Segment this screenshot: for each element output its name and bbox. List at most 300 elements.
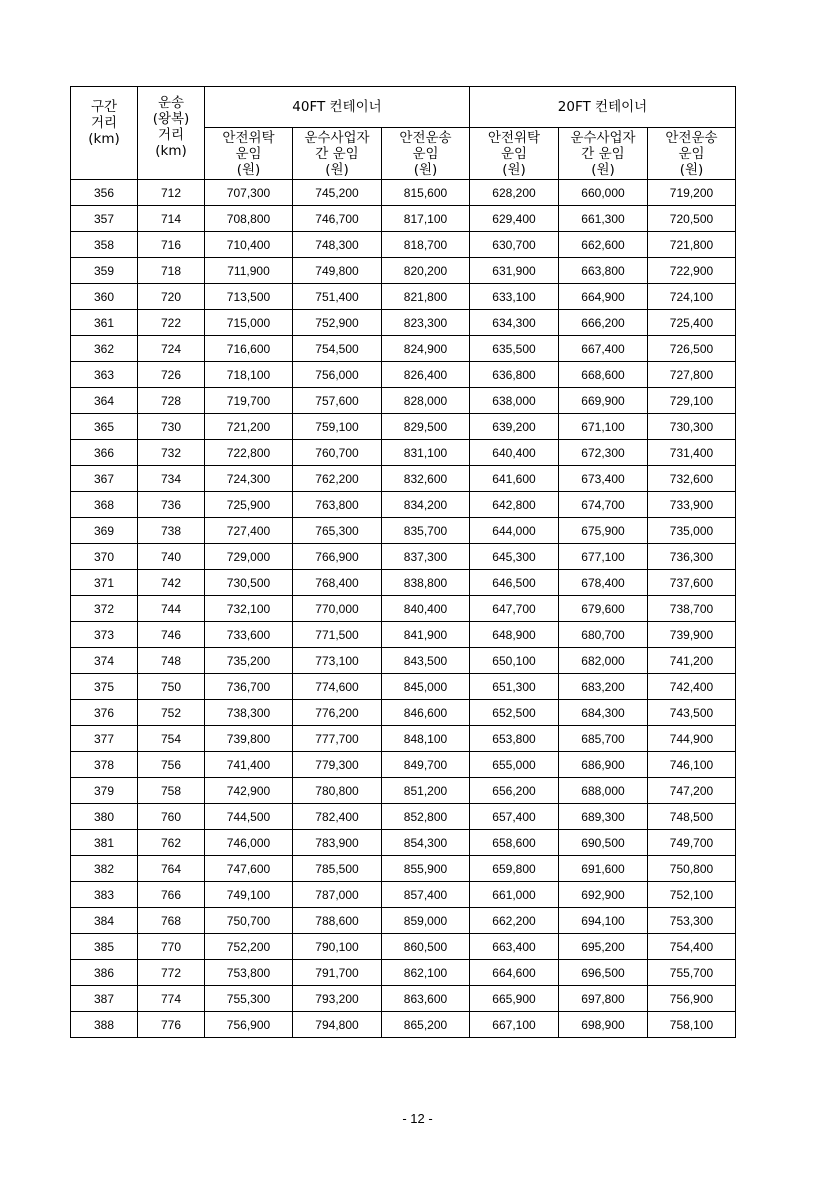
- table-row: [71, 362, 736, 388]
- 20ft-carrier-cell: 692,900: [559, 882, 648, 908]
- 20ft-safe-transport-cell: 741,200: [648, 648, 736, 674]
- table-row: [71, 1012, 736, 1038]
- 40ft-safe-consign-cell: 755,300: [205, 986, 293, 1012]
- 20ft-safe-transport-cell: 735,000: [648, 518, 736, 544]
- round-trip-distance-cell: 722: [138, 310, 205, 336]
- 40ft-safe-transport-cell: 855,900: [382, 856, 470, 882]
- 40ft-safe-consign-cell: 724,300: [205, 466, 293, 492]
- range-distance-cell: 361: [71, 310, 138, 336]
- range-distance-cell: 378: [71, 752, 138, 778]
- 40ft-safe-transport-cell: 828,000: [382, 388, 470, 414]
- 20ft-safe-consign-cell: 634,300: [470, 310, 559, 336]
- 40ft-carrier-cell: 777,700: [293, 726, 382, 752]
- round-trip-distance-cell: 736: [138, 492, 205, 518]
- round-trip-distance-cell: 714: [138, 206, 205, 232]
- table-row: [71, 804, 736, 830]
- 20ft-safe-consign-cell: 638,000: [470, 388, 559, 414]
- 40ft-carrier-cell: 779,300: [293, 752, 382, 778]
- 40ft-safe-transport-cell: 859,000: [382, 908, 470, 934]
- 20ft-carrier-cell: 694,100: [559, 908, 648, 934]
- 40ft-carrier-cell: 787,000: [293, 882, 382, 908]
- range-distance-cell: 369: [71, 518, 138, 544]
- range-distance-cell: 370: [71, 544, 138, 570]
- table-row: [71, 284, 736, 310]
- 20ft-carrier-cell: 672,300: [559, 440, 648, 466]
- range-distance-cell: 383: [71, 882, 138, 908]
- header-label: 운수사업자 간 운임 (원): [304, 129, 370, 178]
- 40ft-safe-consign-cell: 725,900: [205, 492, 293, 518]
- 20ft-safe-consign-cell: 656,200: [470, 778, 559, 804]
- range-distance-cell: 372: [71, 596, 138, 622]
- 20ft-safe-transport-cell: 726,500: [648, 336, 736, 362]
- 40ft-carrier-cell: 765,300: [293, 518, 382, 544]
- 20ft-safe-transport-cell: 758,100: [648, 1012, 736, 1038]
- 20ft-safe-consign-cell: 663,400: [470, 934, 559, 960]
- 20ft-safe-transport-cell: 738,700: [648, 596, 736, 622]
- round-trip-distance-cell: 758: [138, 778, 205, 804]
- 20ft-carrier-cell: 685,700: [559, 726, 648, 752]
- round-trip-distance-cell: 746: [138, 622, 205, 648]
- round-trip-distance-cell: 744: [138, 596, 205, 622]
- 40ft-safe-transport-cell: 818,700: [382, 232, 470, 258]
- 20ft-carrier-cell: 695,200: [559, 934, 648, 960]
- table-row: [71, 596, 736, 622]
- 40ft-safe-transport-cell: 837,300: [382, 544, 470, 570]
- 40ft-carrier-cell: 748,300: [293, 232, 382, 258]
- 20ft-safe-transport-cell: 742,400: [648, 674, 736, 700]
- round-trip-distance-cell: 768: [138, 908, 205, 934]
- 20ft-carrier-cell: 686,900: [559, 752, 648, 778]
- round-trip-distance-cell: 726: [138, 362, 205, 388]
- header-round-trip-distance: [138, 87, 205, 180]
- round-trip-distance-cell: 728: [138, 388, 205, 414]
- 20ft-safe-consign-cell: 629,400: [470, 206, 559, 232]
- 40ft-carrier-cell: 745,200: [293, 180, 382, 206]
- table-row: [71, 648, 736, 674]
- table-row: [71, 180, 736, 206]
- 40ft-safe-transport-cell: 849,700: [382, 752, 470, 778]
- 40ft-safe-transport-cell: 824,900: [382, 336, 470, 362]
- 20ft-safe-consign-cell: 635,500: [470, 336, 559, 362]
- 20ft-carrier-cell: 661,300: [559, 206, 648, 232]
- 20ft-safe-consign-cell: 639,200: [470, 414, 559, 440]
- 20ft-safe-transport-cell: 744,900: [648, 726, 736, 752]
- 20ft-safe-consign-cell: 653,800: [470, 726, 559, 752]
- 40ft-safe-transport-cell: 826,400: [382, 362, 470, 388]
- header-label: 구간 거리 (km): [88, 99, 120, 147]
- range-distance-cell: 384: [71, 908, 138, 934]
- round-trip-distance-cell: 748: [138, 648, 205, 674]
- 20ft-safe-transport-cell: 730,300: [648, 414, 736, 440]
- round-trip-distance-cell: 760: [138, 804, 205, 830]
- range-distance-cell: 386: [71, 960, 138, 986]
- 20ft-safe-transport-cell: 721,800: [648, 232, 736, 258]
- 20ft-carrier-cell: 669,900: [559, 388, 648, 414]
- header-label: 운송 (왕복) 거리 (km): [152, 95, 190, 159]
- 20ft-safe-transport-cell: 737,600: [648, 570, 736, 596]
- 20ft-safe-transport-cell: 729,100: [648, 388, 736, 414]
- 20ft-safe-consign-cell: 667,100: [470, 1012, 559, 1038]
- 40ft-safe-transport-cell: 829,500: [382, 414, 470, 440]
- 40ft-safe-consign-cell: 716,600: [205, 336, 293, 362]
- 40ft-safe-consign-cell: 732,100: [205, 596, 293, 622]
- 40ft-safe-consign-cell: 749,100: [205, 882, 293, 908]
- round-trip-distance-cell: 730: [138, 414, 205, 440]
- 20ft-safe-consign-cell: 636,800: [470, 362, 559, 388]
- 20ft-carrier-cell: 688,000: [559, 778, 648, 804]
- 40ft-carrier-cell: 794,800: [293, 1012, 382, 1038]
- 20ft-safe-transport-cell: 752,100: [648, 882, 736, 908]
- 40ft-safe-transport-cell: 841,900: [382, 622, 470, 648]
- 40ft-carrier-cell: 768,400: [293, 570, 382, 596]
- 20ft-safe-consign-cell: 641,600: [470, 466, 559, 492]
- range-distance-cell: 364: [71, 388, 138, 414]
- header-20ft-carrier: [559, 128, 648, 180]
- 40ft-safe-transport-cell: 848,100: [382, 726, 470, 752]
- 40ft-safe-consign-cell: 746,000: [205, 830, 293, 856]
- 20ft-safe-consign-cell: 650,100: [470, 648, 559, 674]
- 20ft-carrier-cell: 663,800: [559, 258, 648, 284]
- 40ft-carrier-cell: 790,100: [293, 934, 382, 960]
- header-label: 안전운송 운임 (원): [665, 129, 718, 178]
- round-trip-distance-cell: 764: [138, 856, 205, 882]
- 40ft-safe-transport-cell: 857,400: [382, 882, 470, 908]
- 20ft-carrier-cell: 682,000: [559, 648, 648, 674]
- range-distance-cell: 362: [71, 336, 138, 362]
- 40ft-carrier-cell: 754,500: [293, 336, 382, 362]
- 40ft-safe-transport-cell: 851,200: [382, 778, 470, 804]
- table-row: [71, 986, 736, 1012]
- table-row: [71, 726, 736, 752]
- round-trip-distance-cell: 772: [138, 960, 205, 986]
- 20ft-safe-consign-cell: 658,600: [470, 830, 559, 856]
- 20ft-safe-consign-cell: 657,400: [470, 804, 559, 830]
- 20ft-safe-transport-cell: 727,800: [648, 362, 736, 388]
- range-distance-cell: 381: [71, 830, 138, 856]
- 20ft-carrier-cell: 691,600: [559, 856, 648, 882]
- 40ft-safe-transport-cell: 846,600: [382, 700, 470, 726]
- round-trip-distance-cell: 752: [138, 700, 205, 726]
- 40ft-carrier-cell: 771,500: [293, 622, 382, 648]
- 40ft-carrier-cell: 774,600: [293, 674, 382, 700]
- table-row: [71, 908, 736, 934]
- 20ft-safe-transport-cell: 739,900: [648, 622, 736, 648]
- round-trip-distance-cell: 774: [138, 986, 205, 1012]
- range-distance-cell: 373: [71, 622, 138, 648]
- header-40ft-safe-transport: [382, 128, 470, 180]
- range-distance-cell: 359: [71, 258, 138, 284]
- 40ft-carrier-cell: 749,800: [293, 258, 382, 284]
- 40ft-carrier-cell: 757,600: [293, 388, 382, 414]
- 40ft-safe-transport-cell: 862,100: [382, 960, 470, 986]
- table-row: [71, 856, 736, 882]
- 20ft-carrier-cell: 667,400: [559, 336, 648, 362]
- round-trip-distance-cell: 776: [138, 1012, 205, 1038]
- 40ft-carrier-cell: 760,700: [293, 440, 382, 466]
- range-distance-cell: 367: [71, 466, 138, 492]
- table-row: [71, 622, 736, 648]
- 20ft-safe-consign-cell: 659,800: [470, 856, 559, 882]
- range-distance-cell: 387: [71, 986, 138, 1012]
- 40ft-carrier-cell: 751,400: [293, 284, 382, 310]
- 40ft-carrier-cell: 763,800: [293, 492, 382, 518]
- 20ft-carrier-cell: 683,200: [559, 674, 648, 700]
- 40ft-safe-consign-cell: 739,800: [205, 726, 293, 752]
- table-row: [71, 388, 736, 414]
- 20ft-safe-transport-cell: 720,500: [648, 206, 736, 232]
- 40ft-carrier-cell: 746,700: [293, 206, 382, 232]
- 40ft-safe-transport-cell: 843,500: [382, 648, 470, 674]
- header-40ft-carrier: [293, 128, 382, 180]
- 40ft-carrier-cell: 756,000: [293, 362, 382, 388]
- 40ft-safe-consign-cell: 742,900: [205, 778, 293, 804]
- 20ft-carrier-cell: 678,400: [559, 570, 648, 596]
- table-row: [71, 440, 736, 466]
- 40ft-safe-transport-cell: 821,800: [382, 284, 470, 310]
- table-row: [71, 674, 736, 700]
- table-row: [71, 206, 736, 232]
- 20ft-safe-transport-cell: 724,100: [648, 284, 736, 310]
- 40ft-carrier-cell: 780,800: [293, 778, 382, 804]
- 20ft-carrier-cell: 696,500: [559, 960, 648, 986]
- 20ft-safe-consign-cell: 652,500: [470, 700, 559, 726]
- 20ft-safe-transport-cell: 747,200: [648, 778, 736, 804]
- 20ft-safe-consign-cell: 664,600: [470, 960, 559, 986]
- 20ft-safe-transport-cell: 725,400: [648, 310, 736, 336]
- table-body: [71, 180, 736, 1038]
- round-trip-distance-cell: 740: [138, 544, 205, 570]
- range-distance-cell: 357: [71, 206, 138, 232]
- 40ft-safe-transport-cell: 863,600: [382, 986, 470, 1012]
- round-trip-distance-cell: 718: [138, 258, 205, 284]
- 40ft-carrier-cell: 762,200: [293, 466, 382, 492]
- round-trip-distance-cell: 732: [138, 440, 205, 466]
- 20ft-carrier-cell: 671,100: [559, 414, 648, 440]
- 40ft-safe-transport-cell: 840,400: [382, 596, 470, 622]
- table-row: [71, 310, 736, 336]
- range-distance-cell: 379: [71, 778, 138, 804]
- 20ft-safe-transport-cell: 748,500: [648, 804, 736, 830]
- 40ft-safe-consign-cell: 715,000: [205, 310, 293, 336]
- 40ft-safe-transport-cell: 835,700: [382, 518, 470, 544]
- 20ft-safe-transport-cell: 731,400: [648, 440, 736, 466]
- range-distance-cell: 358: [71, 232, 138, 258]
- round-trip-distance-cell: 766: [138, 882, 205, 908]
- 20ft-carrier-cell: 673,400: [559, 466, 648, 492]
- 20ft-carrier-cell: 660,000: [559, 180, 648, 206]
- round-trip-distance-cell: 770: [138, 934, 205, 960]
- 20ft-carrier-cell: 674,700: [559, 492, 648, 518]
- 20ft-carrier-cell: 684,300: [559, 700, 648, 726]
- page-number: - 12 -: [402, 1111, 433, 1126]
- 40ft-safe-transport-cell: 865,200: [382, 1012, 470, 1038]
- 20ft-safe-consign-cell: 628,200: [470, 180, 559, 206]
- 40ft-safe-consign-cell: 741,400: [205, 752, 293, 778]
- header-group-40ft: 40FT 컨테이너: [205, 87, 470, 128]
- 40ft-safe-transport-cell: 831,100: [382, 440, 470, 466]
- 20ft-safe-consign-cell: 631,900: [470, 258, 559, 284]
- 20ft-safe-transport-cell: 754,400: [648, 934, 736, 960]
- 20ft-safe-transport-cell: 719,200: [648, 180, 736, 206]
- 20ft-carrier-cell: 666,200: [559, 310, 648, 336]
- 40ft-safe-consign-cell: 738,300: [205, 700, 293, 726]
- 20ft-safe-transport-cell: 749,700: [648, 830, 736, 856]
- 40ft-safe-consign-cell: 733,600: [205, 622, 293, 648]
- header-20ft-safe-consign: [470, 128, 559, 180]
- 40ft-safe-consign-cell: 707,300: [205, 180, 293, 206]
- 40ft-safe-consign-cell: 736,700: [205, 674, 293, 700]
- range-distance-cell: 371: [71, 570, 138, 596]
- 20ft-carrier-cell: 677,100: [559, 544, 648, 570]
- 20ft-carrier-cell: 675,900: [559, 518, 648, 544]
- table-header: [71, 87, 736, 180]
- 20ft-safe-transport-cell: 733,900: [648, 492, 736, 518]
- 40ft-carrier-cell: 782,400: [293, 804, 382, 830]
- 40ft-safe-consign-cell: 735,200: [205, 648, 293, 674]
- 40ft-safe-consign-cell: 718,100: [205, 362, 293, 388]
- 20ft-safe-consign-cell: 644,000: [470, 518, 559, 544]
- 20ft-safe-transport-cell: 753,300: [648, 908, 736, 934]
- 40ft-carrier-cell: 791,700: [293, 960, 382, 986]
- 40ft-safe-consign-cell: 721,200: [205, 414, 293, 440]
- range-distance-cell: 376: [71, 700, 138, 726]
- 20ft-safe-consign-cell: 630,700: [470, 232, 559, 258]
- 40ft-safe-transport-cell: 823,300: [382, 310, 470, 336]
- 20ft-safe-transport-cell: 755,700: [648, 960, 736, 986]
- table-row: [71, 258, 736, 284]
- 20ft-carrier-cell: 664,900: [559, 284, 648, 310]
- 40ft-carrier-cell: 766,900: [293, 544, 382, 570]
- 40ft-safe-transport-cell: 845,000: [382, 674, 470, 700]
- header-group-20ft: 20FT 컨테이너: [470, 87, 736, 128]
- 20ft-carrier-cell: 698,900: [559, 1012, 648, 1038]
- 20ft-safe-consign-cell: 651,300: [470, 674, 559, 700]
- 20ft-carrier-cell: 680,700: [559, 622, 648, 648]
- range-distance-cell: 356: [71, 180, 138, 206]
- 40ft-safe-consign-cell: 744,500: [205, 804, 293, 830]
- 40ft-safe-consign-cell: 750,700: [205, 908, 293, 934]
- table-row: [71, 778, 736, 804]
- 40ft-safe-transport-cell: 832,600: [382, 466, 470, 492]
- table-row: [71, 960, 736, 986]
- 40ft-carrier-cell: 770,000: [293, 596, 382, 622]
- range-distance-cell: 368: [71, 492, 138, 518]
- range-distance-cell: 375: [71, 674, 138, 700]
- 20ft-safe-consign-cell: 661,000: [470, 882, 559, 908]
- round-trip-distance-cell: 712: [138, 180, 205, 206]
- 40ft-carrier-cell: 752,900: [293, 310, 382, 336]
- 20ft-safe-consign-cell: 642,800: [470, 492, 559, 518]
- table-row: [71, 544, 736, 570]
- 20ft-safe-transport-cell: 722,900: [648, 258, 736, 284]
- table-row: [71, 830, 736, 856]
- round-trip-distance-cell: 754: [138, 726, 205, 752]
- range-distance-cell: 360: [71, 284, 138, 310]
- range-distance-cell: 363: [71, 362, 138, 388]
- 20ft-safe-consign-cell: 645,300: [470, 544, 559, 570]
- header-label: 운수사업자 간 운임 (원): [570, 129, 636, 178]
- 40ft-safe-consign-cell: 747,600: [205, 856, 293, 882]
- round-trip-distance-cell: 750: [138, 674, 205, 700]
- table-row: [71, 700, 736, 726]
- round-trip-distance-cell: 756: [138, 752, 205, 778]
- 40ft-carrier-cell: 783,900: [293, 830, 382, 856]
- table-row: [71, 518, 736, 544]
- round-trip-distance-cell: 716: [138, 232, 205, 258]
- round-trip-distance-cell: 742: [138, 570, 205, 596]
- round-trip-distance-cell: 734: [138, 466, 205, 492]
- range-distance-cell: 374: [71, 648, 138, 674]
- 20ft-safe-consign-cell: 633,100: [470, 284, 559, 310]
- header-20ft-safe-transport: [648, 128, 736, 180]
- 40ft-safe-transport-cell: 838,800: [382, 570, 470, 596]
- 40ft-carrier-cell: 785,500: [293, 856, 382, 882]
- 40ft-safe-transport-cell: 834,200: [382, 492, 470, 518]
- 40ft-carrier-cell: 773,100: [293, 648, 382, 674]
- 20ft-safe-consign-cell: 646,500: [470, 570, 559, 596]
- header-40ft-safe-consign: [205, 128, 293, 180]
- 40ft-safe-transport-cell: 860,500: [382, 934, 470, 960]
- 20ft-safe-transport-cell: 743,500: [648, 700, 736, 726]
- 20ft-safe-consign-cell: 665,900: [470, 986, 559, 1012]
- 40ft-safe-consign-cell: 756,900: [205, 1012, 293, 1038]
- table-row: [71, 492, 736, 518]
- table-row: [71, 336, 736, 362]
- round-trip-distance-cell: 724: [138, 336, 205, 362]
- 20ft-safe-consign-cell: 647,700: [470, 596, 559, 622]
- range-distance-cell: 366: [71, 440, 138, 466]
- 40ft-safe-consign-cell: 730,500: [205, 570, 293, 596]
- 40ft-carrier-cell: 759,100: [293, 414, 382, 440]
- 40ft-safe-transport-cell: 854,300: [382, 830, 470, 856]
- 20ft-carrier-cell: 679,600: [559, 596, 648, 622]
- 40ft-safe-consign-cell: 727,400: [205, 518, 293, 544]
- 20ft-carrier-cell: 689,300: [559, 804, 648, 830]
- 40ft-safe-consign-cell: 752,200: [205, 934, 293, 960]
- 20ft-safe-consign-cell: 640,400: [470, 440, 559, 466]
- 20ft-safe-transport-cell: 736,300: [648, 544, 736, 570]
- 40ft-carrier-cell: 793,200: [293, 986, 382, 1012]
- 20ft-carrier-cell: 690,500: [559, 830, 648, 856]
- 40ft-safe-consign-cell: 719,700: [205, 388, 293, 414]
- 20ft-carrier-cell: 697,800: [559, 986, 648, 1012]
- round-trip-distance-cell: 738: [138, 518, 205, 544]
- table-row: [71, 882, 736, 908]
- 40ft-safe-consign-cell: 708,800: [205, 206, 293, 232]
- table-row: [71, 934, 736, 960]
- 40ft-safe-consign-cell: 722,800: [205, 440, 293, 466]
- 40ft-safe-transport-cell: 852,800: [382, 804, 470, 830]
- 20ft-safe-transport-cell: 732,600: [648, 466, 736, 492]
- 40ft-safe-consign-cell: 713,500: [205, 284, 293, 310]
- round-trip-distance-cell: 762: [138, 830, 205, 856]
- 20ft-safe-transport-cell: 746,100: [648, 752, 736, 778]
- 20ft-carrier-cell: 662,600: [559, 232, 648, 258]
- rate-table: [70, 86, 736, 1038]
- 40ft-safe-consign-cell: 753,800: [205, 960, 293, 986]
- header-label: 안전위탁 운임 (원): [222, 129, 275, 178]
- 20ft-safe-transport-cell: 750,800: [648, 856, 736, 882]
- 40ft-carrier-cell: 776,200: [293, 700, 382, 726]
- range-distance-cell: 388: [71, 1012, 138, 1038]
- range-distance-cell: 382: [71, 856, 138, 882]
- 40ft-safe-consign-cell: 710,400: [205, 232, 293, 258]
- table-row: [71, 466, 736, 492]
- range-distance-cell: 377: [71, 726, 138, 752]
- header-label: 안전위탁 운임 (원): [487, 129, 541, 178]
- 40ft-safe-transport-cell: 820,200: [382, 258, 470, 284]
- 40ft-carrier-cell: 788,600: [293, 908, 382, 934]
